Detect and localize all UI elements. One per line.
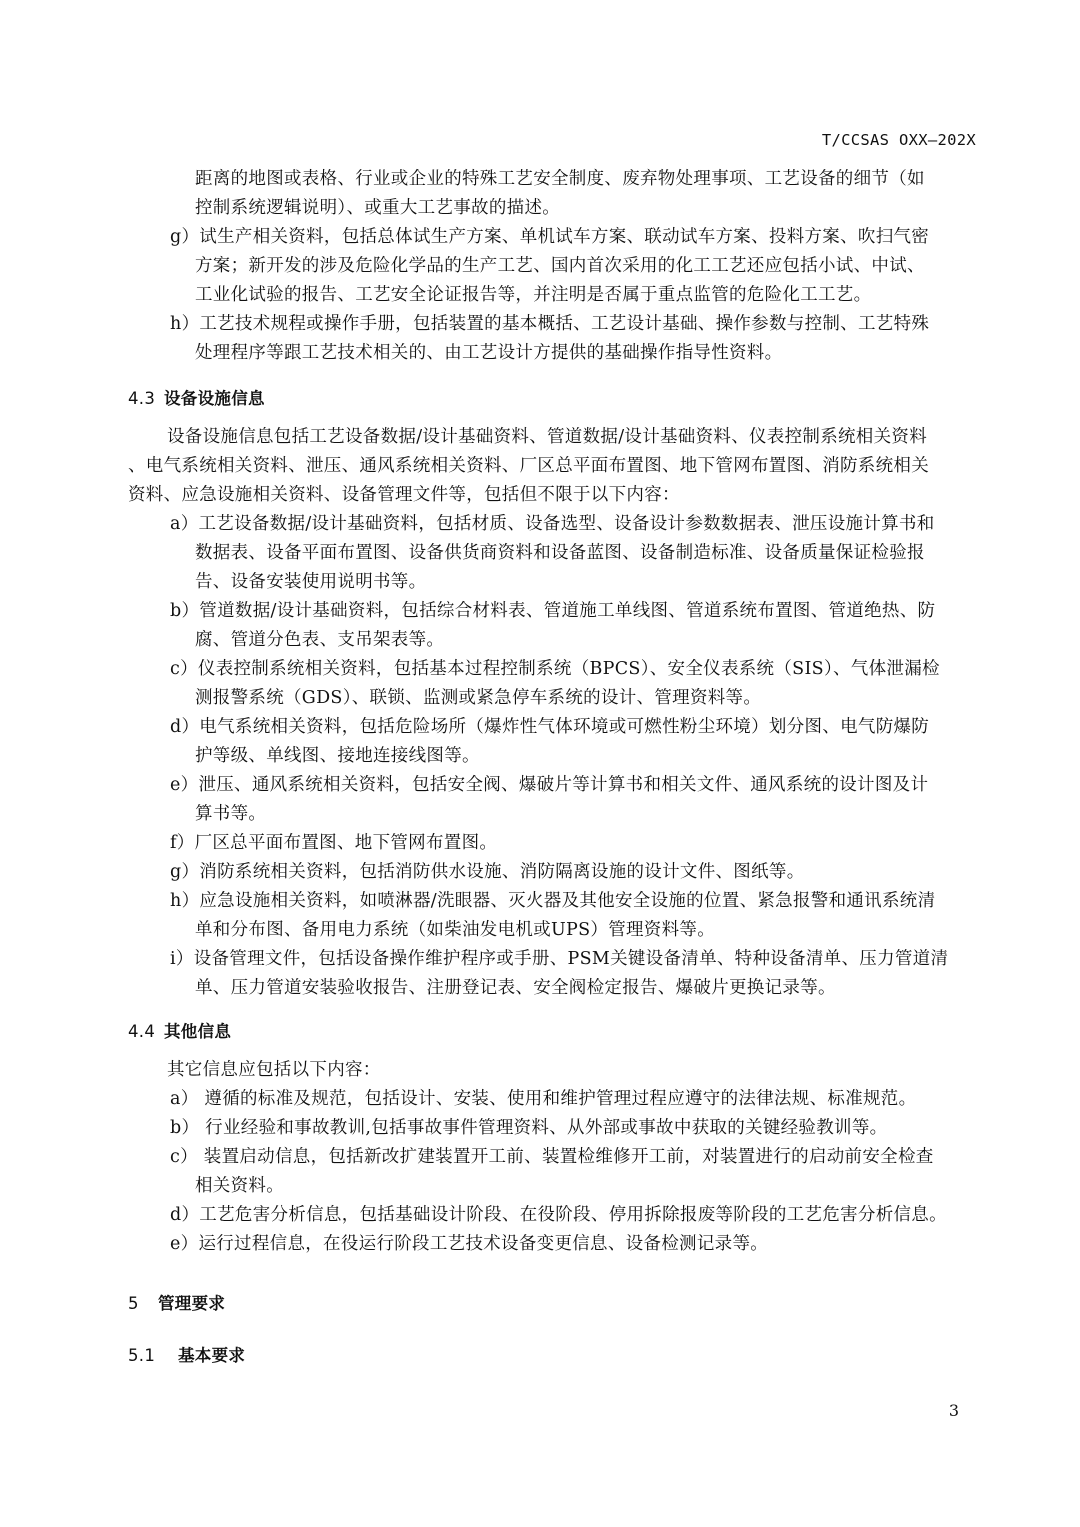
section-number: 5.1 — [128, 1346, 156, 1365]
text-line: 控制系统逻辑说明）、或重大工艺事故的描述。 — [195, 198, 561, 218]
list-item-g: g）试生产相关资料，包括总体试生产方案、单机试车方案、联动试车方案、投料方案、吹扫气密 — [170, 227, 930, 247]
text-line: 相关资料。 — [195, 1176, 284, 1196]
section-title: 管理要求 — [158, 1294, 226, 1313]
list-item-a: a） 遵循的标准及规范，包括设计、安装、使用和维护管理过程应遵守的法律法规、标准规范。 — [170, 1089, 917, 1109]
section-number: 5 — [128, 1294, 139, 1313]
list-item-a: a）工艺设备数据/设计基础资料，包括材质、设备选型、设备设计参数数据表、泄压设施计算书和 — [170, 514, 935, 534]
text-line: 距离的地图或表格、行业或企业的特殊工艺安全制度、废弃物处理事项、工艺设备的细节（如 — [195, 169, 925, 189]
text-line: 腐、管道分色表、支吊架表等。 — [195, 630, 445, 650]
list-item-i: i）设备管理文件，包括设备操作维护程序或手册、PSM关键设备清单、特种设备清单、压力管道清 — [170, 949, 949, 969]
section-heading-4-3 — [128, 384, 265, 413]
section-heading-5-1 — [128, 1341, 245, 1370]
paragraph-line: 其它信息应包括以下内容： — [167, 1060, 381, 1080]
section-number: 4.3 — [128, 389, 156, 408]
text-line: 算书等。 — [195, 804, 267, 824]
list-item-b: b）管道数据/设计基础资料，包括综合材料表、管道施工单线图、管道系统布置图、管道绝热、防 — [170, 601, 936, 621]
list-item-f: f）厂区总平面布置图、地下管网布置图。 — [170, 833, 498, 853]
text-line: 告、设备安装使用说明书等。 — [195, 572, 427, 592]
page-number: 3 — [948, 1401, 959, 1420]
text-line: 处理程序等跟工艺技术相关的、由工艺设计方提供的基础操作指导性资料。 — [195, 343, 783, 363]
text-line: 测报警系统（GDS）、联锁、监测或紧急停车系统的设计、管理资料等。 — [195, 688, 762, 708]
text-line: 数据表、设备平面布置图、设备供货商资料和设备蓝图、设备制造标准、设备质量保证检验报 — [195, 543, 925, 563]
list-item-e: e）泄压、通风系统相关资料，包括安全阀、爆破片等计算书和相关文件、通风系统的设计图及计 — [170, 775, 929, 795]
list-item-b: b） 行业经验和事故教训,包括事故事件管理资料、从外部或事故中获取的关键经验教训等。 — [170, 1118, 888, 1138]
list-item-c: c） 装置启动信息，包括新改扩建装置开工前、装置检维修开工前，对装置进行的启动前安全检查 — [170, 1147, 934, 1167]
section-title: 基本要求 — [178, 1346, 246, 1365]
list-item-d: d）电气系统相关资料，包括危险场所（爆炸性气体环境或可燃性粉尘环境）划分图、电气防爆防 — [170, 717, 930, 737]
paragraph-line: 资料、应急设施相关资料、设备管理文件等，包括但不限于以下内容： — [128, 485, 680, 505]
list-item-e: e）运行过程信息，在役运行阶段工艺技术设备变更信息、设备检测记录等。 — [170, 1234, 769, 1254]
text-line: 方案；新开发的涉及危险化学品的生产工艺、国内首次采用的化工工艺还应包括小试、中试、 — [195, 256, 925, 276]
list-item-h: h）应急设施相关资料，如喷淋器/洗眼器、灭火器及其他安全设施的位置、紧急报警和通讯系统清 — [170, 891, 936, 911]
paragraph-line: 、电气系统相关资料、泄压、通风系统相关资料、厂区总平面布置图、地下管网布置图、消防系统相关 — [128, 456, 929, 476]
standard-code: T/CCSAS OXX—202X — [821, 131, 976, 149]
text-line: 护等级、单线图、接地连接线图等。 — [195, 746, 480, 766]
list-item-h: h）工艺技术规程或操作手册，包括装置的基本概括、工艺设计基础、操作参数与控制、工艺特殊 — [170, 314, 930, 334]
text-line: 单和分布图、备用电力系统（如柴油发电机或UPS）管理资料等。 — [195, 920, 716, 940]
paragraph-line: 设备设施信息包括工艺设备数据/设计基础资料、管道数据/设计基础资料、仪表控制系统相关资料 — [167, 427, 927, 447]
section-title: 设备设施信息 — [164, 389, 265, 408]
section-heading-5 — [128, 1289, 225, 1318]
text-line: 单、压力管道安装验收报告、注册登记表、安全阀检定报告、爆破片更换记录等。 — [195, 978, 836, 998]
section-heading-4-4 — [128, 1017, 231, 1046]
list-item-c: c）仪表控制系统相关资料，包括基本过程控制系统（BPCS）、安全仪表系统（SIS）、气体泄漏检 — [170, 659, 940, 679]
section-number: 4.4 — [128, 1022, 156, 1041]
list-item-g: g）消防系统相关资料，包括消防供水设施、消防隔离设施的设计文件、图纸等。 — [170, 862, 805, 882]
text-line: 工业化试验的报告、工艺安全论证报告等，并注明是否属于重点监管的危险化工工艺。 — [195, 285, 872, 305]
section-title: 其他信息 — [164, 1022, 232, 1041]
list-item-d: d）工艺危害分析信息，包括基础设计阶段、在役阶段、停用拆除报废等阶段的工艺危害分析信息。 — [170, 1205, 947, 1225]
